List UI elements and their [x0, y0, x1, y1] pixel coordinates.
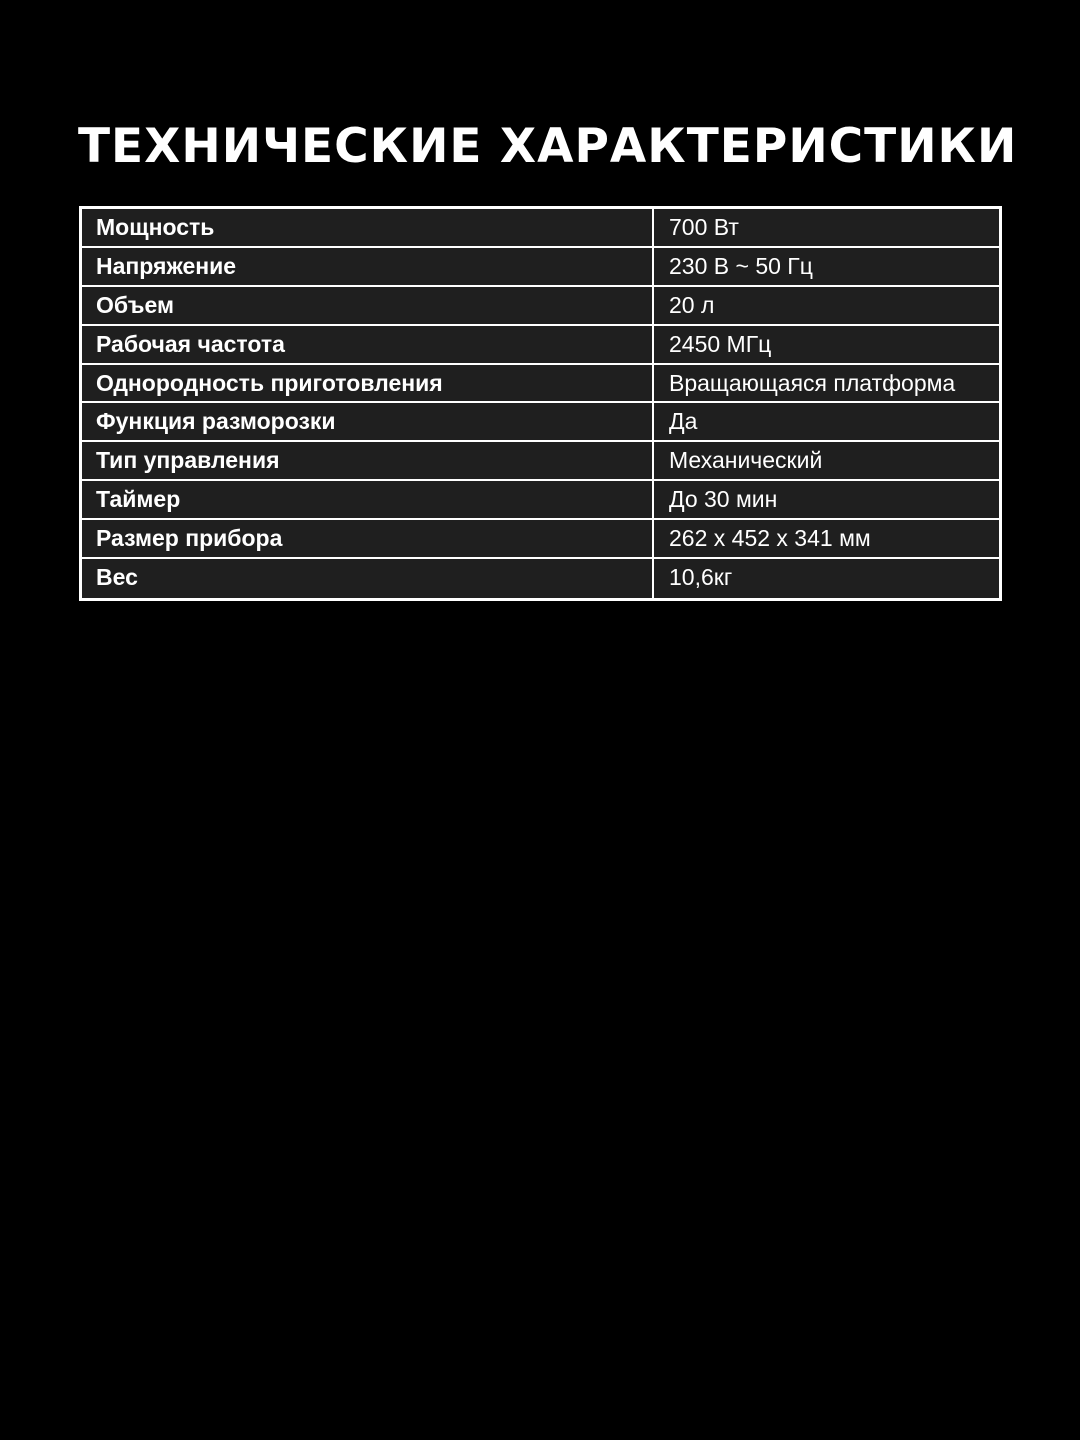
- spec-label-voltage: Напряжение: [82, 248, 654, 285]
- spec-label-control-type: Тип управления: [82, 442, 654, 479]
- table-row: [82, 403, 999, 442]
- spec-value-dimensions: 262 x 452 x 341 мм: [669, 525, 871, 552]
- spec-label-power: Мощность: [82, 209, 654, 246]
- spec-value-timer: До 30 мин: [669, 486, 778, 513]
- spec-value-cooking-uniformity: Вращающаяся платформа: [669, 369, 956, 396]
- table-row: [82, 365, 999, 404]
- table-row: [82, 326, 999, 365]
- spec-value-control-type: Механический: [669, 447, 823, 474]
- table-row: [82, 209, 999, 248]
- spec-value-power: 700 Вт: [669, 214, 739, 240]
- spec-label-dimensions: Размер прибора: [82, 520, 654, 557]
- spec-label-frequency: Рабочая частота: [82, 326, 654, 363]
- table-row: [82, 248, 999, 287]
- spec-value-weight: 10,6кг: [669, 564, 733, 591]
- table-row: [82, 520, 999, 559]
- table-row: [82, 559, 999, 598]
- spec-value-frequency: 2450 МГц: [669, 330, 772, 357]
- spec-label-cooking-uniformity: Однородность приготовления: [82, 365, 654, 402]
- spec-value-volume: 20 л: [669, 291, 715, 318]
- table-row: [82, 442, 999, 481]
- spec-table: [79, 206, 1002, 601]
- spec-value-defrost: Да: [669, 408, 698, 435]
- spec-label-volume: Объем: [82, 287, 654, 324]
- page-title: ТЕХНИЧЕСКИЕ ХАРАКТЕРИСТИКИ: [78, 119, 1018, 174]
- spec-label-weight: Вес: [82, 559, 654, 598]
- spec-label-timer: Таймер: [82, 481, 654, 518]
- spec-label-defrost: Функция разморозки: [82, 403, 654, 440]
- table-row: [82, 287, 999, 326]
- table-row: [82, 481, 999, 520]
- spec-value-voltage: 230 В ~ 50 Гц: [669, 252, 813, 279]
